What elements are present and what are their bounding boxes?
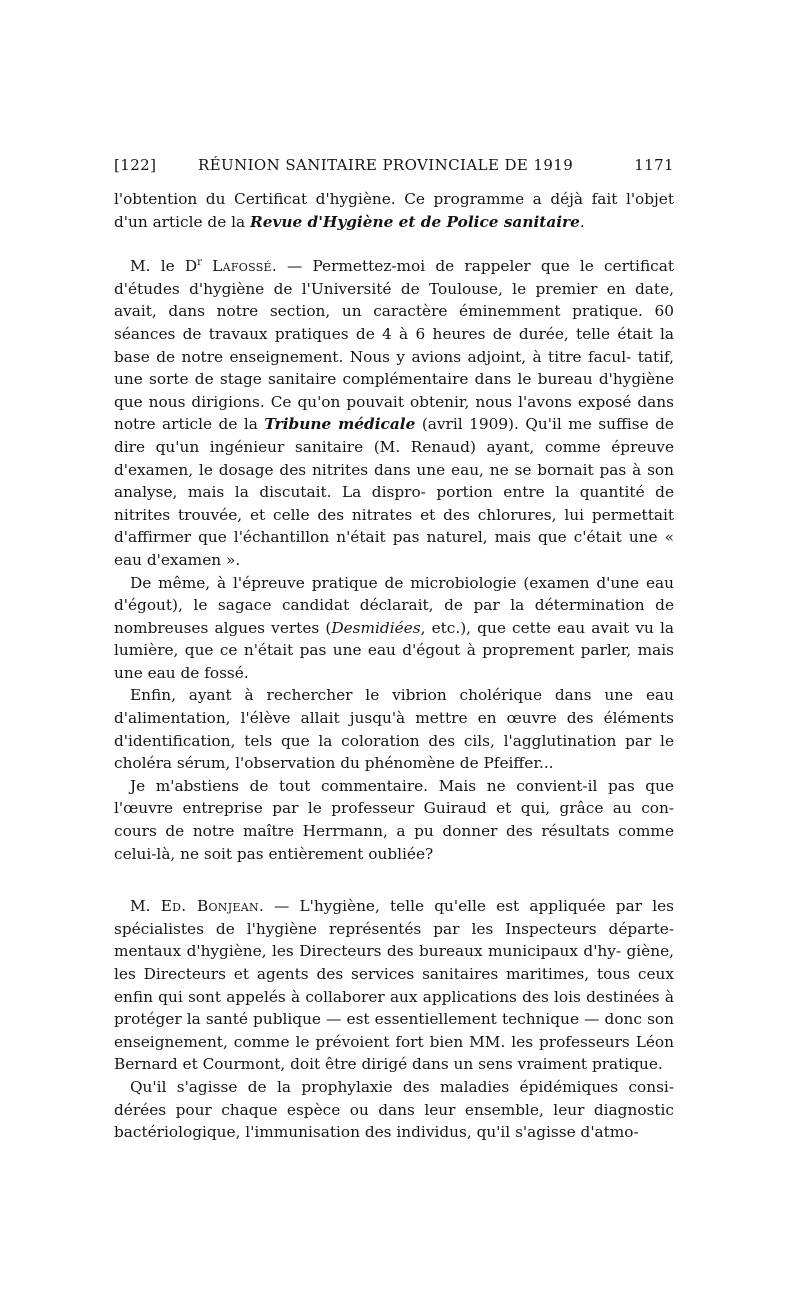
paragraph-text: . — L'hygiène, telle qu'elle est appliquée par les spécialistes de l'hygiène représentés par les Inspecteurs départe- mentaux d'hygiène, les Directeurs des bureaux municipaux d'hy- giène, les Directeurs et agents des services sanitaires maritimes, tous ceux enfin qui sont appelés à collaborer aux applications des lois destinées à protéger la santé publique — est essentiellement technique — donc son enseignement, comme le prévoient fort bien MM. les professeurs Léon Bernard et Courmont, doit être dirigé dans un sens vraiment pratique. bbox=[114, 897, 675, 1074]
italic-term: Desmidiées bbox=[331, 618, 421, 637]
body-text bbox=[114, 188, 674, 1144]
paragraph-text: l'obtention du Certificat d'hygiène. Ce programme a déjà fait l'objet d'un article de la bbox=[114, 190, 674, 231]
paragraph-lafosse bbox=[114, 255, 674, 571]
speaker-sup: r bbox=[197, 257, 202, 269]
journal-title: Revue d'Hygiène et de Police sanitaire bbox=[250, 212, 580, 231]
paragraph-bonjean bbox=[114, 895, 674, 1076]
header-title: RÉUNION SANITAIRE PROVINCIALE DE 1919 bbox=[198, 156, 574, 174]
speaker-name: Ed. Bonjean bbox=[160, 897, 259, 916]
paragraph-cholera bbox=[114, 684, 674, 774]
speaker-prefix: M. bbox=[130, 897, 161, 916]
paragraph-text: . bbox=[579, 212, 585, 231]
paragraph-text: Qu'il s'agisse de la prophylaxie des maladies épidémiques consi- dérées pour chaque espèce ou dans leur ensemble, leur diagnostic bactériologique, l'immunisation des individus, qu'il s'agisse d'atmo- bbox=[114, 1077, 674, 1142]
page-number: 1171 bbox=[634, 156, 674, 174]
paragraph-comment bbox=[114, 775, 674, 865]
paragraph-text: De même, à l'épreuve pratique de microbiologie (examen d'une eau d'égout), le sagace candidat déclarait, de par la détermination de nombreuses algues vertes ( bbox=[114, 573, 674, 637]
paragraph-text: . — Permettez-moi de rappeler que le certificat d'études d'hygiène de l'Université de Toulouse, le premier en date, avait, dans notre section, un caractère éminemment pratique. 60 séances de travaux pratiques de 4 à 6 heures de durée, telle était la base de notre enseignement. Nous y avions adjoint, à titre facul- tatif, une sorte de stage sanitaire complémentaire dans le bureau d'hygiène que nous dirigions. Ce qu'on pouvait obtenir, nous l'avons exposé dans notre article de la bbox=[114, 257, 674, 434]
paragraph-text: , etc.), que cette eau avait vu la lumière, que ce n'était pas une eau d'égout à proprement parler, mais une eau de fossé. bbox=[114, 618, 674, 682]
speaker-name: Lafossé bbox=[212, 257, 272, 276]
paragraph-microbiology bbox=[114, 572, 674, 685]
page-header bbox=[114, 156, 674, 178]
header-left-number: [122] bbox=[114, 156, 157, 174]
paragraph-text: (avril 1909). Qu'il me suffise de dire qu'un ingénieur sanitaire (M. Renaud) ayant, comme épreuve d'examen, le dosage des nitrites dans une eau, ne se bornait pas à son analyse, mais la discutait. La dispro- portion entre la quantité de nitrites trouvée, et celle des nitrates et des chlorures, lui permettait d'affirmer que l'échantillon n'était pas naturel, mais que c'était une « eau d'examen ». bbox=[114, 415, 674, 569]
paragraph-prophylaxis bbox=[114, 1076, 674, 1144]
speaker-prefix: M. le D bbox=[130, 257, 198, 276]
paragraph-text: Je m'abstiens de tout commentaire. Mais ne convient-il pas que l'œuvre entreprise par le professeur Guiraud et qui, grâce au con- cours de notre maître Herrmann, a pu donner des résultats comme celui-là, ne soit pas entièrement oubliée? bbox=[114, 776, 674, 863]
paragraph-intro bbox=[114, 188, 674, 233]
paragraph-text: Enfin, ayant à rechercher le vibrion cholérique dans une eau d'alimentation, l'élève allait jusqu'à mettre en œuvre des éléments d'identification, tels que la coloration des cils, l'agglutination par le choléra sérum, l'observation du phénomène de Pfeiffer... bbox=[114, 686, 674, 773]
journal-title: Tribune médicale bbox=[264, 415, 416, 434]
